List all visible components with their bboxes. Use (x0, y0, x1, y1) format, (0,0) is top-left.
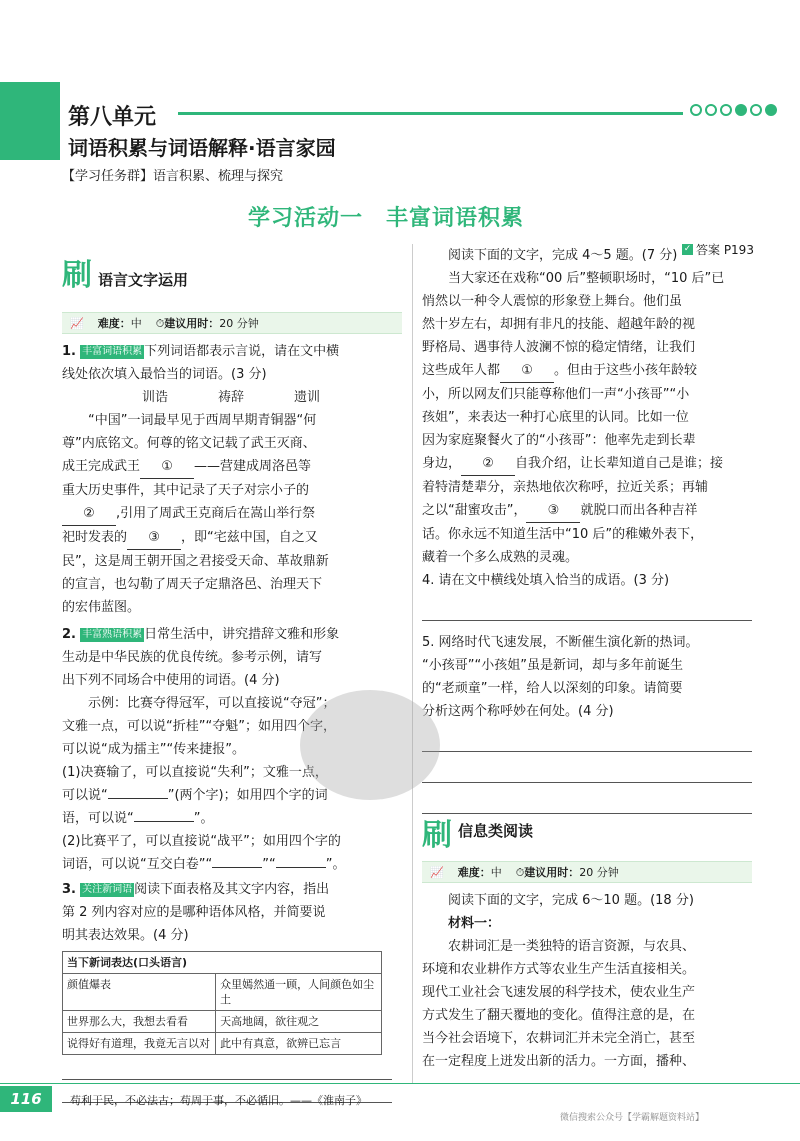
text-line: 着特清楚辈分，亲热地依次称呼，拉近关系；再辅 (422, 480, 709, 495)
answer-line[interactable] (422, 813, 752, 814)
answer-line[interactable] (422, 751, 752, 752)
text-line: 当今社会语境下，农耕词汇并未完全消亡，甚至 (422, 1031, 696, 1046)
answer-line[interactable] (422, 620, 752, 621)
dot-icon (765, 104, 777, 116)
text-line: 悄然以一种令人震惊的形象登上舞台。他们虽 (422, 294, 683, 309)
question-tag: 丰富熟语积累 (82, 628, 143, 640)
clock-icon: ⏱ (155, 317, 165, 330)
left-column (62, 250, 402, 1103)
text-line: 词语，可以说“互交白卷”“ (62, 857, 213, 872)
text-line: 下列词语都表示言说，请在文中横 (144, 344, 340, 359)
text-line: ，即“宅兹中国，自之又 (181, 530, 318, 545)
text-line: 祀时发表的 (62, 530, 128, 545)
table-cell: 颜值爆表 (63, 974, 216, 1011)
difficulty (458, 861, 502, 884)
material-label: 材料一： (448, 916, 501, 931)
text-line: 日常生活中，讲究措辞文雅和形象 (144, 627, 340, 642)
header-green-bar (0, 82, 60, 160)
blank-3[interactable]: ③ (127, 526, 181, 550)
text-line: 藏着一个多么成熟的灵魂。 (422, 550, 579, 565)
question-tag: 丰富词语积累 (82, 345, 143, 357)
text-line: 孩姐”，来表达一种打心底里的认同。比如一位 (422, 410, 689, 425)
table-row (63, 1033, 382, 1055)
text-line: 文雅一点，可以说“折桂”“夺魁”；如用四个字， (62, 719, 336, 734)
answer-line[interactable] (62, 1079, 392, 1080)
header-dots (690, 104, 777, 116)
expression-table (62, 951, 382, 1055)
text-line: 话。你永远不知道生活中“10 后”的稚嫩外表下， (422, 527, 704, 542)
footer-source: 微信搜索公众号【学霸解题资料站】 (560, 1113, 705, 1123)
difficulty-bar (422, 861, 752, 883)
clock-icon: ⏱ (515, 865, 525, 879)
text-line: 分析这两个称呼妙在何处。(4 分) (422, 704, 614, 719)
chart-icon: 📈 (70, 316, 84, 330)
section-icon: 刷 (422, 818, 452, 853)
text-line: 的宣言，也勾勒了周天子定鼎洛邑、治理天下 (62, 577, 323, 592)
question-5: 5. 网络时代飞速发展，不断催生演化新的热词。 (422, 635, 699, 650)
table-cell: 说得好有道理，我竟无言以对 (63, 1033, 216, 1055)
difficulty (98, 315, 142, 331)
question-number: 2. (62, 627, 76, 642)
text-line: 示例：比赛夺得冠军，可以直接说“夺冠”； (88, 696, 336, 711)
text-line: 生动是中华民族的优良传统。参考示例，请写 (62, 650, 323, 665)
text-line: ”。 (193, 811, 214, 826)
question-1 (62, 340, 402, 619)
blank-1[interactable]: ① (500, 359, 554, 383)
difficulty-bar (62, 312, 402, 334)
dot-icon (705, 104, 717, 116)
table-row (63, 974, 382, 1011)
chart-icon: 📈 (430, 865, 444, 879)
blank-2[interactable]: ② (461, 452, 515, 476)
unit-rule (178, 112, 683, 115)
text-line: 重大历史事件，其中记录了天子对宗小子的 (62, 483, 310, 498)
unit-title: 第八单元 (68, 105, 157, 130)
answer-ref-text: 答案 P193 (696, 243, 754, 257)
text-line: 然十岁左右，却拥有非凡的技能、超越年龄的视 (422, 317, 696, 332)
unit-subtitle: 词语积累与词语解释·语言家园 (68, 136, 336, 160)
table-cell: 此中有真意，欲辨已忘言 (216, 1033, 382, 1055)
text-line: 出下列不同场合中使用的词语。(4 分) (62, 673, 280, 688)
section-icon: 刷 (62, 258, 92, 293)
question-tag: 关注新词语 (82, 883, 133, 895)
section-title: 信息类阅读 (458, 822, 534, 840)
table-header: 当下新词表达(口头语言) (63, 952, 382, 974)
text-line: 成王完成武王 (62, 459, 141, 474)
text-line: 农耕词汇是一类独特的语言资源，与农具、 (448, 939, 696, 954)
question-3 (62, 878, 402, 947)
text-line: 就脱口而出各种吉祥 (580, 503, 698, 518)
blank-1[interactable]: ① (140, 455, 194, 479)
text-line: ,引用了周武王克商后在嵩山举行祭 (116, 506, 316, 521)
text-line: 方式发生了翻天覆地的变化。值得注意的是，在 (422, 1008, 696, 1023)
column-divider (412, 244, 413, 1084)
text-line: 可以说“成为擂主”“传来捷报”。 (62, 742, 245, 757)
table-cell: 天高地阔，欲往观之 (216, 1011, 382, 1033)
reading-intro: 阅读下面的文字，完成 6～10 题。(18 分) (448, 893, 694, 908)
table-cell: 世界那么大，我想去看看 (63, 1011, 216, 1033)
difficulty-value: 中 (490, 865, 502, 879)
footer-rule (0, 1083, 800, 1084)
text-line: (1)决赛输了，可以直接说“失利”；文雅一点， (62, 765, 328, 780)
blank-2[interactable]: ② (62, 502, 116, 526)
text-line: ”“ (262, 857, 276, 872)
text-line: ”。 (325, 857, 346, 872)
page-number: 116 (0, 1086, 52, 1112)
difficulty-label: 难度： (457, 865, 491, 879)
text-line: 阅读下面表格及其文字内容，指出 (134, 882, 330, 897)
check-icon: ✓ (683, 244, 692, 254)
answer-blank[interactable] (276, 867, 326, 868)
time (516, 861, 619, 884)
text-line: 第 2 列内容对应的是哪种语体风格，并简要说 (62, 905, 326, 920)
text-line: 小，所以网友们只能尊称他们一声“小孩哥”“小 (422, 387, 690, 402)
section-language-use (62, 250, 402, 294)
word-option: 遗训 (294, 390, 321, 405)
answer-blank[interactable] (212, 867, 262, 868)
text-line: 在一定程度上迸发出新的活力。一方面，播种、 (422, 1054, 696, 1069)
table-row (63, 1011, 382, 1033)
text-line: “小孩哥”“小孩姐”虽是新词，却与多年前诞生 (422, 658, 683, 673)
text-line: 民”，这是周王朝开国之君接受天命、革故鼎新 (62, 554, 329, 569)
text-line: 当大家还在戏称“00 后”整顿职场时，“10 后”已 (448, 271, 725, 286)
time-value: 20 分钟 (579, 865, 619, 879)
dot-icon (690, 104, 702, 116)
text-line: (2)比赛平了，可以直接说“战平”；如用四个字的 (62, 834, 341, 849)
text-line: 之以“甜蜜攻击”， (422, 503, 527, 518)
text-line: 环境和农业耕作方式等农业生产生活直接相关。 (422, 962, 696, 977)
section-title: 语言文字运用 (98, 271, 189, 289)
question-number: 3. (62, 882, 76, 897)
footer-quote: 苟利于民，不必法古；苟周于事，不必循旧。——《淮南子》 (70, 1094, 367, 1107)
time-label: 建议用时： (164, 317, 220, 330)
word-option: 训诰 (142, 390, 169, 405)
text-line: 现代工业社会飞速发展的科学技术，使农业生产 (422, 985, 696, 1000)
watermark-stamp (300, 690, 440, 800)
task-group: 【学习任务群】语言积累、梳理与探究 (62, 169, 284, 184)
text-line: 身边， (422, 456, 462, 471)
dot-icon (735, 104, 747, 116)
question-4: 4. 请在文中横线处填入恰当的成语。(3 分) (422, 573, 670, 588)
text-line: 的宏伟蓝图。 (62, 600, 141, 615)
question-number: 1. (62, 344, 76, 359)
text-line: “中国”一词最早见于西周早期青铜器“何 (88, 413, 317, 428)
text-line: ——营建成周洛邑等 (194, 459, 312, 474)
text-line: 这些成年人都 (422, 363, 501, 378)
section-info-reading (422, 818, 752, 853)
text-line: 因为家庭聚餐火了的“小孩哥”：他率先走到长辈 (422, 433, 696, 448)
text-line: 明其表达效果。(4 分) (62, 928, 189, 943)
time (156, 315, 259, 331)
blank-3[interactable]: ③ (526, 499, 580, 523)
word-option: 祷辞 (218, 390, 245, 405)
text-line: 野格局、遇事待人波澜不惊的稳定情绪，让我们 (422, 340, 696, 355)
answer-blank[interactable] (134, 821, 194, 822)
time-label: 建议用时： (524, 865, 580, 879)
reading-intro: 阅读下面的文字，完成 4～5 题。(7 分) (448, 248, 678, 263)
text-line: 的“老顽童”一样，给人以深刻的印象。请简要 (422, 681, 683, 696)
text-line: 可以说“ (62, 788, 108, 803)
text-line: 语，可以说“ (62, 811, 134, 826)
text-line: 尊”内底铭文。何尊的铭文记载了武王灭商、 (62, 436, 316, 451)
right-column (422, 244, 752, 1073)
text-line: 自我介绍，让长辈知道自己是谁；接 (515, 456, 724, 471)
difficulty-value: 中 (130, 317, 142, 330)
text-line: ”(两个字)；如用四个字的词 (167, 788, 328, 803)
dot-icon (750, 104, 762, 116)
answer-line[interactable] (422, 782, 752, 783)
time-value: 20 分钟 (219, 317, 259, 330)
dot-icon (720, 104, 732, 116)
table-cell: 众里嫣然通一顾，人间颜色如尘土 (216, 974, 382, 1011)
difficulty-label: 难度： (97, 317, 131, 330)
word-options (62, 386, 402, 409)
activity-title: 学习活动一 丰富词语积累 (248, 206, 525, 231)
text-line: 。但由于这些小孩年龄较 (554, 363, 698, 378)
text-line: 线处依次填入最恰当的词语。(3 分) (62, 367, 267, 382)
answer-blank[interactable] (108, 798, 168, 799)
